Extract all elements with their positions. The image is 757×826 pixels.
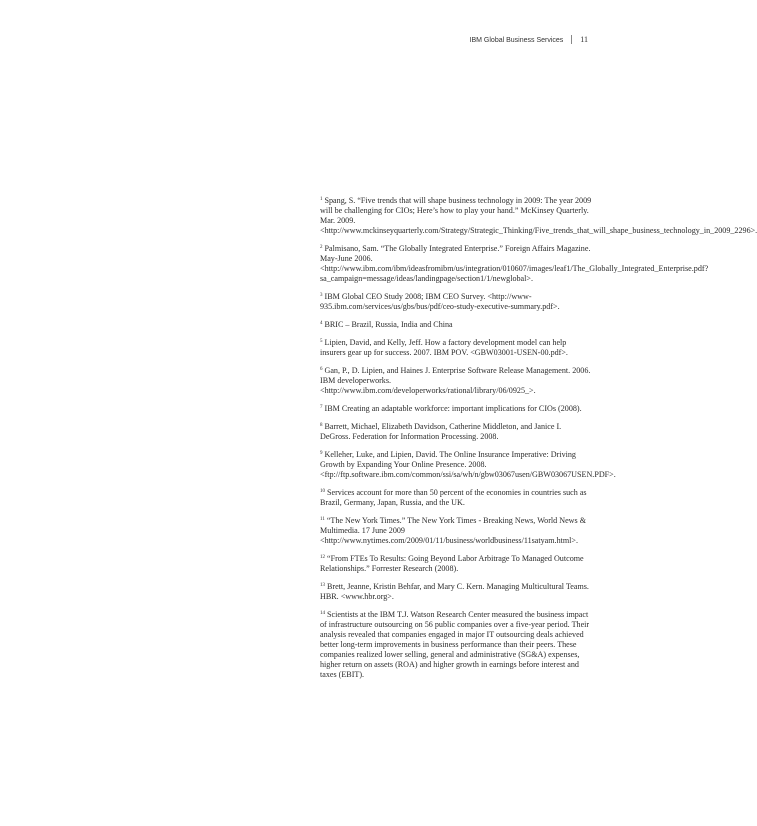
endnote-number: 11 bbox=[320, 517, 325, 522]
endnote-number: 1 bbox=[320, 197, 323, 202]
endnote-number: 12 bbox=[320, 555, 325, 560]
endnote-number: 14 bbox=[320, 611, 325, 616]
endnote-text: IBM Global CEO Study 2008; IBM CEO Survey. <http://www-935.ibm.com/services/us/gbs/bus/pdf/ceo-study-executive-summary.pdf>. bbox=[320, 292, 560, 311]
endnotes-list bbox=[320, 196, 757, 688]
endnote-text: Barrett, Michael, Elizabeth Davidson, Catherine Middleton, and Janice I. DeGross. Federation for Information Processing. 2008. bbox=[320, 422, 562, 441]
endnote-number: 10 bbox=[320, 489, 325, 494]
endnote bbox=[320, 610, 592, 680]
endnote-number: 6 bbox=[320, 367, 323, 372]
endnote-number: 4 bbox=[320, 321, 323, 326]
endnote bbox=[320, 516, 592, 546]
endnote bbox=[320, 422, 592, 442]
endnote bbox=[320, 582, 592, 602]
endnote-text: Lipien, David, and Kelly, Jeff. How a factory development model can help insurers gear up for success. 2007. IBM POV. <GBW03001-USEN-00.pdf>. bbox=[320, 338, 568, 357]
endnote bbox=[320, 338, 592, 358]
endnote-number: 3 bbox=[320, 293, 323, 298]
endnote bbox=[320, 196, 757, 236]
endnote-text: “The New York Times.” The New York Times - Breaking News, World News & Multimedia. 17 June 2009 <http://www.nytimes.com/2009/01/11/business/worldbusiness/11satyam.html>. bbox=[320, 516, 586, 545]
endnote-text: “From FTEs To Results: Going Beyond Labor Arbitrage To Managed Outcome Relationships.” Forrester Research (2008). bbox=[320, 554, 584, 573]
endnote bbox=[320, 292, 592, 312]
endnote-number: 13 bbox=[320, 583, 325, 588]
endnote bbox=[320, 404, 592, 414]
endnote-number: 8 bbox=[320, 423, 323, 428]
endnote-text: IBM Creating an adaptable workforce: important implications for CIOs (2008). bbox=[324, 404, 582, 413]
endnote bbox=[320, 554, 592, 574]
endnote-number: 7 bbox=[320, 405, 323, 410]
endnote-text: Brett, Jeanne, Kristin Behfar, and Mary C. Kern. Managing Multicultural Teams. HBR. <www.hbr.org>. bbox=[320, 582, 589, 601]
endnote bbox=[320, 366, 592, 396]
header-title: IBM Global Business Services bbox=[469, 37, 564, 44]
endnote-text: Palmisano, Sam. “The Globally Integrated Enterprise.” Foreign Affairs Magazine. May-June 2006. <http://www.ibm.com/ibm/ideasfromibm/us/integration/010607/images/leaf1/The_Globally_Integrated_Enterprise.pdf?sa_campaign=message/ideas/landingpage/section1/1/newglobal>. bbox=[320, 244, 709, 283]
endnote bbox=[320, 244, 709, 284]
endnote bbox=[320, 450, 616, 480]
endnote-number: 2 bbox=[320, 245, 323, 250]
endnote-number: 5 bbox=[320, 339, 323, 344]
endnote-text: Spang, S. “Five trends that will shape business technology in 2009: The year 2009 will be challenging for CIOs; Here’s how to play your hand.” McKinsey Quarterly. Mar. 2009. <http://www.mckinseyquarterly.com/Strategy/Strategic_Thinking/Five_trends_that_will_shape_business_technology_in_2009_2296>. bbox=[320, 196, 757, 235]
page-header bbox=[470, 35, 588, 44]
page-number: 11 bbox=[580, 35, 588, 44]
endnote-text: Scientists at the IBM T.J. Watson Research Center measured the business impact of infrastructure outsourcing on 56 public companies over a five-year period. Their analysis revealed that companies engaged in major IT outsourcing deals achieved better long-term improvements in business performance than their peers. These companies realized lower selling, general and administrative (SG&A) expenses, higher return on assets (ROA) and higher growth in earnings before interest and taxes (EBIT). bbox=[320, 610, 590, 679]
endnote-text: Kelleher, Luke, and Lipien, David. The Online Insurance Imperative: Driving Growth by Expanding Your Online Presence. 2008. <ftp://ftp.software.ibm.com/common/ssi/sa/wh/n/gbw03067usen/GBW03067USEN.PDF>. bbox=[320, 450, 616, 479]
endnote-text: BRIC – Brazil, Russia, India and China bbox=[324, 320, 453, 329]
endnote-text: Services account for more than 50 percent of the economies in countries such as Brazil, Germany, Japan, Russia, and the UK. bbox=[320, 488, 587, 507]
endnote bbox=[320, 320, 592, 330]
header-divider bbox=[571, 35, 572, 44]
endnote-text: Gan, P., D. Lipien, and Haines J. Enterprise Software Release Management. 2006. IBM developerworks. <http://www.ibm.com/developerworks/rational/library/06/0925_>. bbox=[320, 366, 591, 395]
endnote bbox=[320, 488, 592, 508]
endnote-number: 9 bbox=[320, 451, 323, 456]
